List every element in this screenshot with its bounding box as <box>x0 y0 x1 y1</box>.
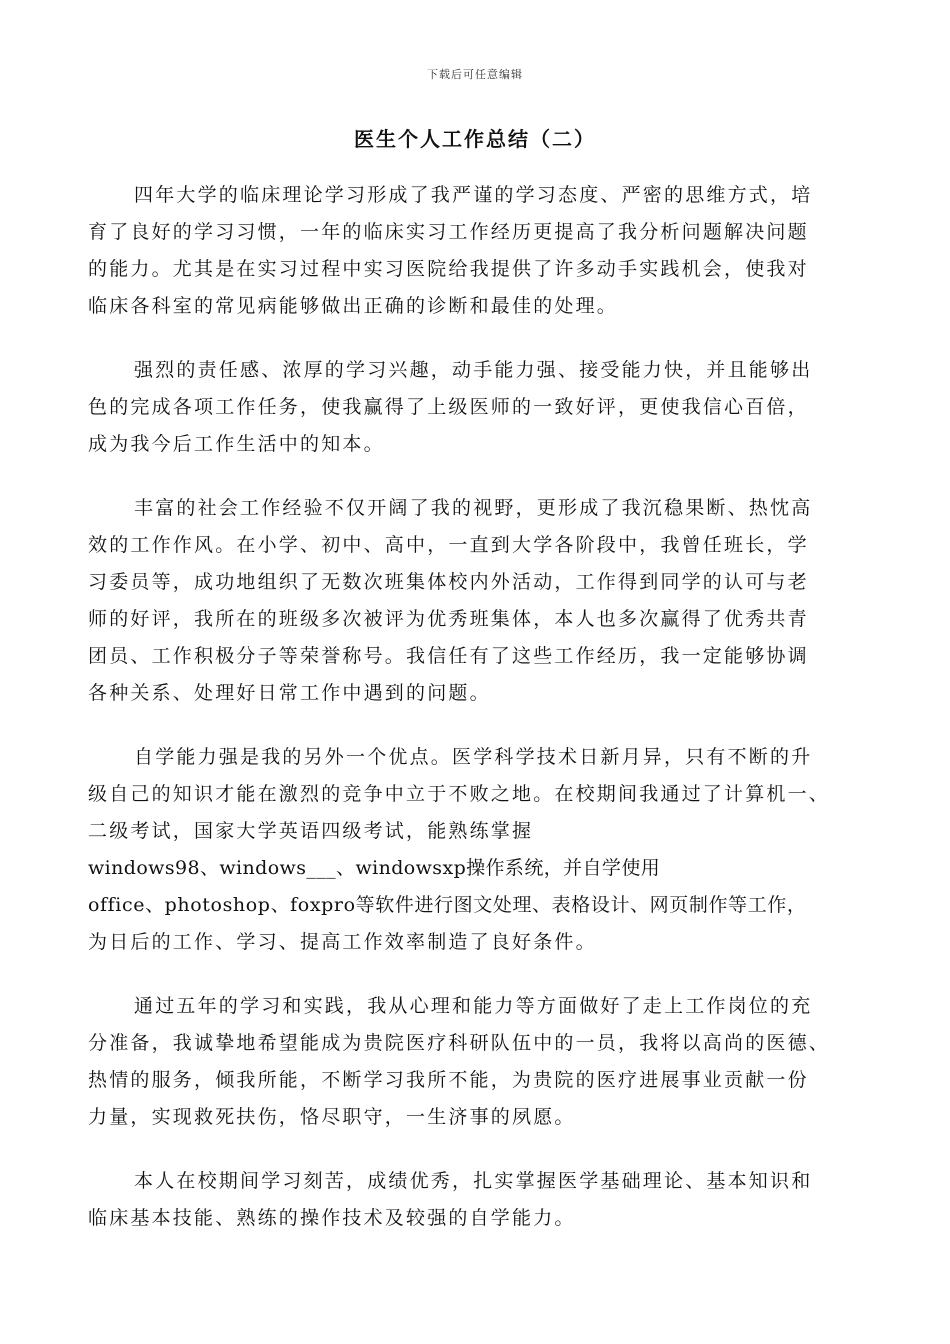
paragraph-line: 效的工作作风。在小学、初中、高中，一直到大学各阶段中，我曾任班长，学 <box>88 534 809 556</box>
paragraph-line: 习委员等，成功地组织了无数次班集体校内外活动，工作得到同学的认可与老 <box>88 571 809 593</box>
paragraph-line: 的能力。尤其是在实习过程中实习医院给我提供了许多动手实践机会，使我对 <box>88 258 809 280</box>
paragraph-line: windows98、windows___、windowsxp操作系统，并自学使用 <box>88 857 661 879</box>
paragraph-line: 分准备，我诚挚地希望能成为贵院医疗科研队伍中的一员，我将以高尚的医德、 <box>88 1032 831 1054</box>
paragraph-line: 为日后的工作、学习、提高工作效率制造了良好条件。 <box>88 931 597 953</box>
paragraph-line: 自学能力强是我的另外一个优点。医学科学技术日新月异，只有不断的升 <box>134 746 813 768</box>
paragraph-line: 临床各科室的常见病能够做出正确的诊断和最佳的处理。 <box>88 295 619 317</box>
paragraph-line: 强烈的责任感、浓厚的学习兴趣，动手能力强、接受能力快，并且能够出 <box>134 359 813 381</box>
paragraph-line: 力量，实现救死扶伤，恪尽职守，一生济事的夙愿。 <box>88 1106 576 1128</box>
document-body <box>88 177 863 1264</box>
paragraph-line: office、photoshop、foxpro等软件进行图文处理、表格设计、网页制作等工作， <box>88 894 807 916</box>
paragraph-line: 育了良好的学习习惯，一年的临床实习工作经历更提高了我分析问题解决问题 <box>88 221 809 243</box>
page-title: 医生个人工作总结（二） <box>354 127 596 151</box>
paragraph-line: 丰富的社会工作经验不仅开阔了我的视野，更形成了我沉稳果断、热忱高 <box>134 497 813 519</box>
paragraph-line: 临床基本技能、熟练的操作技术及较强的自学能力。 <box>88 1207 576 1229</box>
paragraph-2 <box>88 352 863 463</box>
paragraph-line: 本人在校期间学习刻苦，成绩优秀，扎实掌握医学基础理论、基本知识和 <box>134 1170 813 1192</box>
paragraph-line: 师的好评，我所在的班级多次被评为优秀班集体，本人也多次赢得了优秀共青 <box>88 608 809 630</box>
paragraph-line: 色的完成各项工作任务，使我赢得了上级医师的一致好评，更使我信心百倍， <box>88 396 809 418</box>
paragraph-4 <box>88 739 863 961</box>
paragraph-line: 热情的服务，倾我所能，不断学习我所不能，为贵院的医疗进展事业贡献一份 <box>88 1069 809 1091</box>
paragraph-line: 成为我今后工作生活中的知本。 <box>88 433 385 455</box>
paragraph-line: 四年大学的临床理论学习形成了我严谨的学习态度、严密的思维方式，培 <box>134 184 813 206</box>
paragraph-1 <box>88 177 863 325</box>
paragraph-line: 二级考试，国家大学英语四级考试，能熟练掌握 <box>88 820 534 842</box>
paragraph-3 <box>88 490 863 712</box>
paragraph-5 <box>88 988 863 1136</box>
paragraph-6 <box>88 1163 863 1237</box>
header-note: 下载后可任意编辑 <box>427 68 523 81</box>
paragraph-line: 通过五年的学习和实践，我从心理和能力等方面做好了走上工作岗位的充 <box>134 995 813 1017</box>
paragraph-line: 级自己的知识才能在激烈的竞争中立于不败之地。在校期间我通过了计算机一、 <box>88 783 831 805</box>
paragraph-line: 各种关系、处理好日常工作中遇到的问题。 <box>88 682 491 704</box>
paragraph-line: 团员、工作积极分子等荣誉称号。我信任有了这些工作经历，我一定能够协调 <box>88 645 809 667</box>
